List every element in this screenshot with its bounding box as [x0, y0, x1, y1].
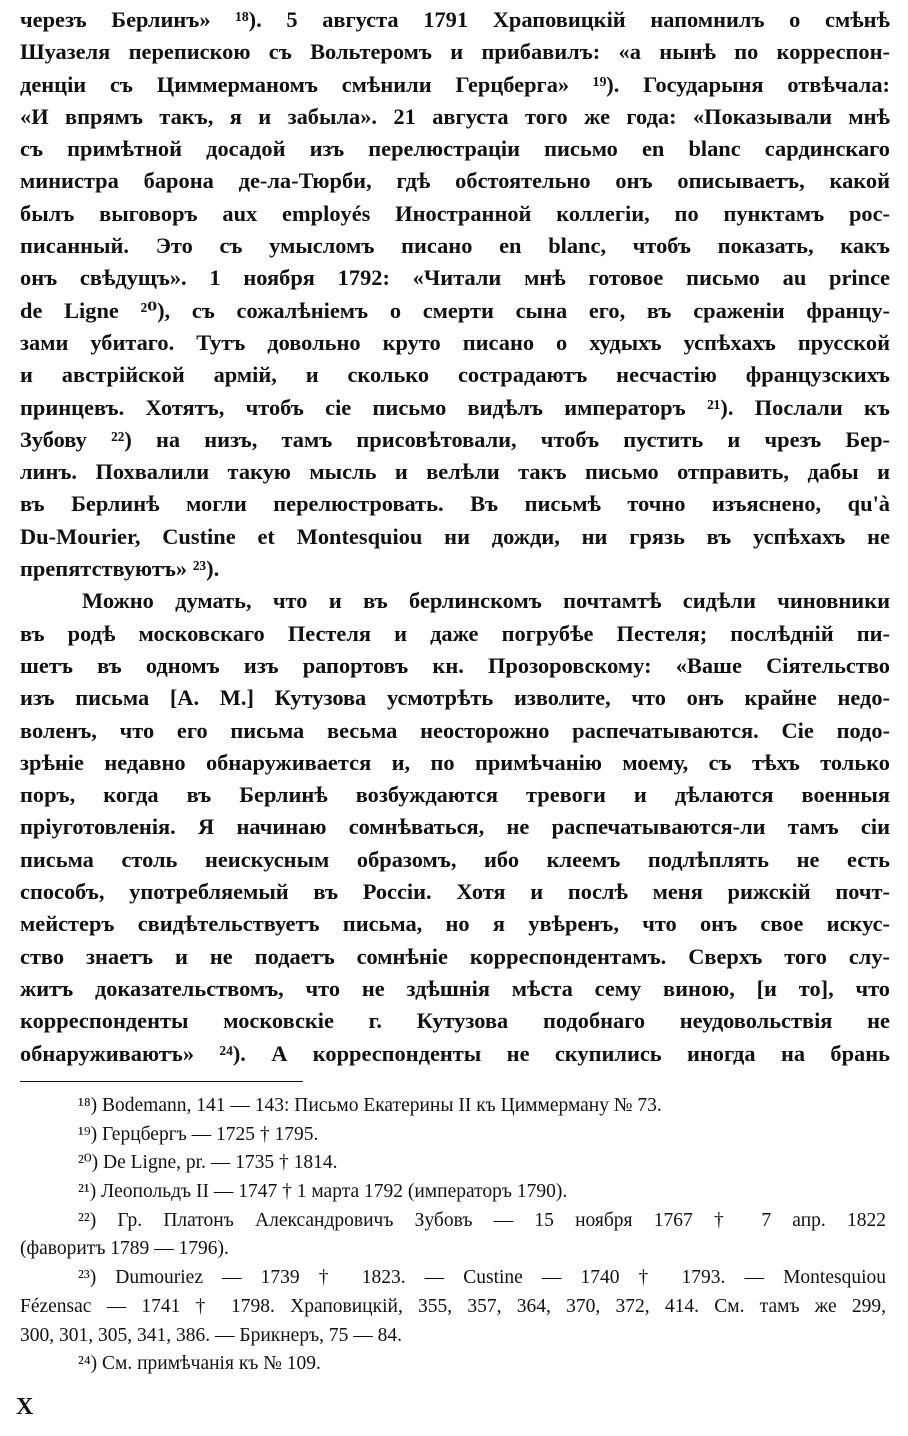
footnote-divider: [20, 1081, 303, 1082]
footnote-24: ²⁴) См. примѣчанія къ № 109.: [78, 1353, 321, 1375]
footnote-23-end: 300, 301, 305, 341, 386. — Брикнеръ, 75 — 84.: [20, 1324, 403, 1346]
main-text: [20, 4, 890, 1070]
footnotes: [20, 1092, 886, 1379]
text-line: былъ выговоръ aux employés Иностранной коллегіи, по пунктамъ рос-: [20, 200, 890, 226]
footnote-21: ²¹) Леопольдъ II — 1747 † 1 марта 1792 (императоръ 1790).: [78, 1181, 568, 1203]
text-line: и австрійской армій, и сколько сострадаютъ несчастію французскихъ: [20, 362, 890, 388]
text-line: Зубову ²²) на низъ, тамъ присовѣтовали, чтобъ пустить и чрезъ Бер-: [20, 426, 890, 452]
footnote-22-cont: (фаворитъ 1789 — 1796).: [20, 1238, 229, 1260]
text-line: житъ доказательствомъ, что не здѣшнія мѣста сему виною, [и то], что: [20, 975, 890, 1001]
footnote-23-cont: Fézensac — 1741 † 1798. Храповицкій, 355, 357, 364, 370, 372, 414. См. тамъ же 299,: [20, 1295, 886, 1317]
text-line: поръ, когда въ Берлинѣ возбуждаются тревоги и дѣлаются военныя: [20, 782, 890, 808]
text-line: «И впрямъ такъ, я и забыла». 21 августа того же года: «Показывали мнѣ: [20, 103, 890, 129]
footnote-19: ¹⁹) Герцбергъ — 1725 † 1795.: [78, 1123, 319, 1145]
text-line: ство знаетъ и не подаетъ сомнѣніе корреспондентамъ. Сверхъ того слу-: [20, 943, 890, 969]
page-folio: X: [16, 1394, 34, 1420]
text-line: Шуазеля перепискою съ Вольтеромъ и прибавилъ: «а нынѣ по корреспон-: [20, 39, 890, 65]
text-line: de Ligne ²⁰), съ сожалѣніемъ о смерти сына его, въ сраженіи францу-: [20, 297, 890, 323]
footnote-18: ¹⁸) Bodemann, 141 — 143: Письмо Екатерины II къ Циммерману № 73.: [78, 1095, 662, 1116]
text-line: писанный. Это съ умысломъ писано en blanc, чтобъ показать, какъ: [20, 233, 890, 259]
text-line: обнаруживаютъ» ²⁴). А корреспонденты не скупились иногда на брань: [20, 1040, 890, 1066]
text-line: въ Берлинѣ могли перелюстровать. Въ письмѣ точно изъяснено, qu'à: [20, 491, 890, 517]
text-line: черезъ Берлинъ» ¹⁸). 5 августа 1791 Храповицкій напомнилъ о смѣнѣ: [20, 7, 890, 32]
paragraph-end-line: препятствуютъ» ²³).: [20, 556, 220, 582]
text-line: принцевъ. Хотятъ, чтобъ сіе письмо видѣлъ императоръ ²¹). Послали къ: [20, 394, 890, 420]
text-line: зами убитаго. Тутъ довольно круто писано о худыхъ успѣхахъ прусской: [20, 329, 890, 355]
text-line: въ родѣ московскаго Пестеля и даже погрубѣе Пестеля; послѣдній пи-: [20, 620, 890, 646]
text-line: линъ. Похвалили такую мысль и велѣли такъ письмо отправить, дабы и: [20, 459, 890, 485]
text-line: денціи съ Циммерманомъ смѣнили Герцберга» ¹⁹). Государыня отвѣчала:: [20, 71, 890, 97]
text-line: министра барона де-ла-Тюрби, гдѣ обстоятельно онъ описываетъ, какой: [20, 168, 890, 194]
text-line: съ примѣтной досадой изъ перелюстраціи письмо en blanc сардинскаго: [20, 136, 890, 162]
text-line: мейстеръ свидѣтельствуетъ письма, но я увѣренъ, что онъ свое искус-: [20, 911, 890, 937]
text-line: письма столь неискусным образомъ, ибо клеемъ подлѣплять не есть: [20, 846, 890, 872]
text-line: корреспонденты московскіе г. Кутузова подобнаго неудовольствія не: [20, 1008, 890, 1034]
footnote-23: ²³) Dumouriez — 1739 † 1823. — Custine — 1740 † 1793. — Montesquiou: [78, 1267, 886, 1289]
text-line: зрѣніе недавно обнаруживается и, по примѣчанію моему, съ тѣхъ только: [20, 749, 890, 775]
text-line: пріуготовленія. Я начинаю сомнѣваться, не распечатываются-ли тамъ сіи: [20, 814, 890, 840]
text-line: способъ, употребляемый въ Россіи. Хотя и послѣ меня рижскій почт-: [20, 879, 890, 905]
text-line: Du-Mourier, Custine et Montesquiou ни дожди, ни грязь въ успѣхахъ не: [20, 523, 890, 549]
paragraph-start-line: Можно думать, что и въ берлинскомъ почтамтѣ сидѣли чиновники: [82, 588, 890, 614]
footnote-22: ²²) Гр. Платонъ Александровичъ Зубовъ — 15 ноября 1767 † 7 апр. 1822: [78, 1209, 886, 1231]
text-line: шетъ въ одномъ изъ рапортовъ кн. Прозоровскому: «Ваше Сіятельство: [20, 652, 890, 678]
footnote-20: ²⁰) De Ligne, pr. — 1735 † 1814.: [78, 1152, 338, 1174]
text-line: онъ свѣдущъ». 1 ноября 1792: «Читали мнѣ готовое письмо au prince: [20, 265, 890, 291]
text-line: изъ письма [А. М.] Кутузова усмотрѣть изволите, что онъ крайне недо-: [20, 685, 890, 711]
text-line: воленъ, что его письма весьма неосторожно распечатываются. Сіе подо-: [20, 717, 890, 743]
